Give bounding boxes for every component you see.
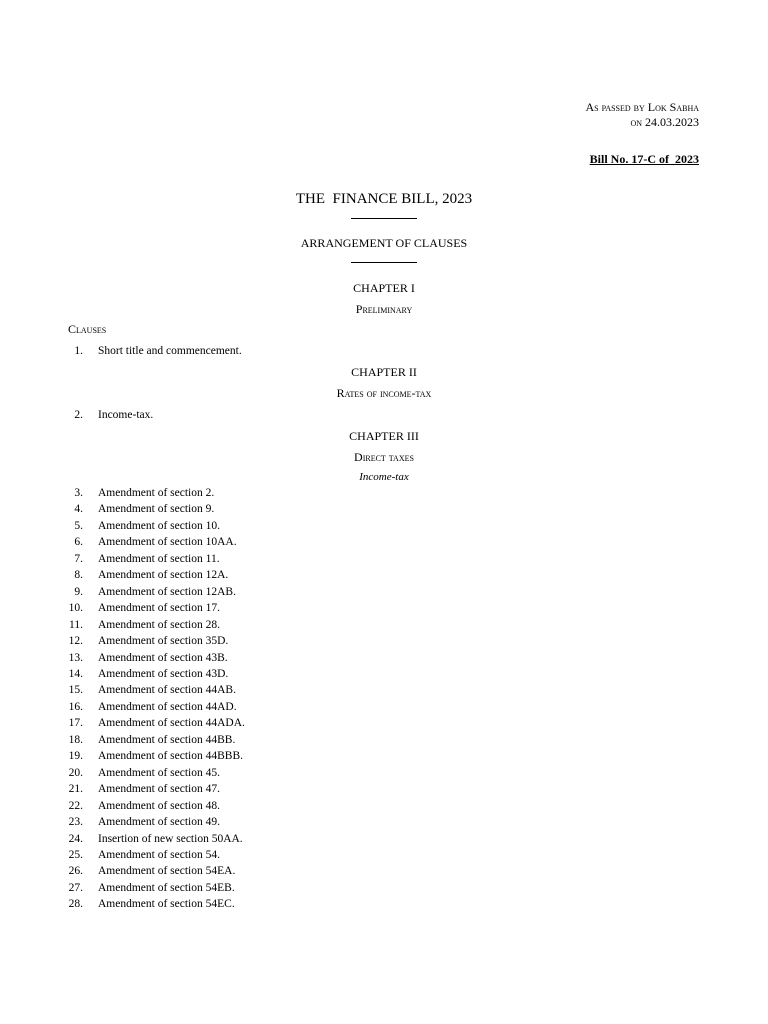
clause-text: Amendment of section 10. xyxy=(98,519,221,532)
clause-item xyxy=(0,586,768,602)
clause-item xyxy=(0,520,768,536)
clause-item xyxy=(0,882,768,898)
clause-number: 6. xyxy=(74,536,83,549)
clause-number: 10. xyxy=(68,602,83,615)
clause-number: 8. xyxy=(74,569,83,582)
clause-number: 25. xyxy=(68,848,83,861)
document-title: THE FINANCE BILL, 2023 xyxy=(295,191,473,207)
clause-item xyxy=(0,668,768,684)
clause-text: Amendment of section 44ADA. xyxy=(98,717,245,730)
clause-text: Short title and commencement. xyxy=(98,345,242,357)
clause-text: Amendment of section 17. xyxy=(98,602,221,615)
clause-text: Amendment of section 12AB. xyxy=(98,585,236,598)
clause-number: 26. xyxy=(68,865,83,878)
clause-item xyxy=(0,849,768,865)
chapter-2-heading: CHAPTER II xyxy=(351,365,417,379)
clause-text: Insertion of new section 50AA. xyxy=(98,832,243,845)
clause-number: 13. xyxy=(68,651,83,664)
clause-item xyxy=(0,783,768,799)
clause-text: Amendment of section 54. xyxy=(98,848,221,861)
clause-item xyxy=(0,487,768,503)
clause-number: 22. xyxy=(68,799,83,812)
clause-text: Amendment of section 45. xyxy=(98,766,221,779)
bill-number: Bill No. 17-C of 2023 xyxy=(589,152,699,166)
clause-number: 9. xyxy=(74,585,83,598)
clause-text: Amendment of section 9. xyxy=(98,503,215,516)
clause-number: 19. xyxy=(68,750,83,763)
clause-item xyxy=(0,536,768,552)
clause-item xyxy=(0,800,768,816)
clause-item xyxy=(0,619,768,635)
passed-by-line: As passed by Lok Sabha xyxy=(585,100,699,114)
clause-number: 4. xyxy=(74,503,83,516)
clause-text: Amendment of section 35D. xyxy=(98,635,229,647)
clause-item xyxy=(0,652,768,668)
clause-item xyxy=(0,602,768,618)
clause-number: 17. xyxy=(68,717,83,730)
clause-item xyxy=(0,684,768,700)
chapter-3-heading: CHAPTER III xyxy=(349,429,419,443)
clause-number: 20. xyxy=(68,766,83,779)
clause-text: Amendment of section 11. xyxy=(98,552,220,565)
clause-text: Amendment of section 43B. xyxy=(98,651,228,664)
clause-text: Amendment of section 44AD. xyxy=(98,700,237,713)
clause-item xyxy=(0,717,768,733)
clause-item xyxy=(0,767,768,783)
clause-item xyxy=(0,503,768,519)
clause-number: 21. xyxy=(68,783,83,796)
clause-number: 18. xyxy=(68,733,83,746)
clauses-label: Clauses xyxy=(68,322,107,336)
passed-date-line: on 24.03.2023 xyxy=(630,115,699,129)
clause-item xyxy=(0,345,768,361)
clause-number: 7. xyxy=(74,552,83,565)
clause-number: 14. xyxy=(68,668,83,680)
clause-text: Amendment of section 54EC. xyxy=(98,898,235,911)
clause-number: 24. xyxy=(68,832,83,845)
clause-item xyxy=(0,553,768,569)
chapter-1-subheading: Preliminary xyxy=(355,302,413,316)
chapter-1-heading: CHAPTER I xyxy=(353,281,415,295)
clause-item xyxy=(0,701,768,717)
clause-number: 2. xyxy=(74,409,83,421)
clause-number: 5. xyxy=(74,519,83,532)
section-heading-income-tax: Income-tax xyxy=(359,471,409,483)
clause-text: Amendment of section 44BB. xyxy=(98,733,236,746)
clause-number: 1. xyxy=(74,345,83,357)
clause-number: 16. xyxy=(68,700,83,713)
clause-text: Amendment of section 48. xyxy=(98,799,221,812)
clause-text: Amendment of section 44BBB. xyxy=(98,750,244,763)
title-divider xyxy=(351,218,417,219)
clause-number: 3. xyxy=(74,487,83,499)
clause-number: 27. xyxy=(68,881,83,894)
clause-item xyxy=(0,833,768,849)
clause-number: 23. xyxy=(68,816,83,828)
clause-text: Amendment of section 44AB. xyxy=(98,684,236,697)
clause-item xyxy=(0,569,768,585)
clause-text: Amendment of section 12A. xyxy=(98,569,229,582)
passed-by-note xyxy=(585,100,699,130)
clause-item xyxy=(0,409,768,425)
chapter-2-subheading: Rates of income-tax xyxy=(336,386,432,400)
arrangement-heading: ARRANGEMENT OF CLAUSES xyxy=(300,236,468,250)
clause-number: 12. xyxy=(68,635,83,647)
clause-item xyxy=(0,816,768,832)
clause-text: Amendment of section 49. xyxy=(98,816,221,828)
clause-item xyxy=(0,750,768,766)
clause-text: Amendment of section 43D. xyxy=(98,668,229,680)
clause-item xyxy=(0,865,768,881)
arrangement-divider xyxy=(351,262,417,263)
clause-item xyxy=(0,734,768,750)
clause-number: 15. xyxy=(68,684,83,697)
clause-number: 28. xyxy=(68,898,83,911)
clause-text: Income-tax. xyxy=(98,409,154,421)
clause-item xyxy=(0,898,768,914)
clause-text: Amendment of section 2. xyxy=(98,487,215,499)
clause-item xyxy=(0,635,768,651)
clause-number: 11. xyxy=(69,618,83,631)
clause-text: Amendment of section 10AA. xyxy=(98,536,237,549)
clause-text: Amendment of section 28. xyxy=(98,618,221,631)
clause-text: Amendment of section 54EA. xyxy=(98,865,236,878)
chapter-3-subheading: Direct taxes xyxy=(354,450,414,464)
clause-text: Amendment of section 47. xyxy=(98,783,221,796)
clause-text: Amendment of section 54EB. xyxy=(98,881,235,894)
